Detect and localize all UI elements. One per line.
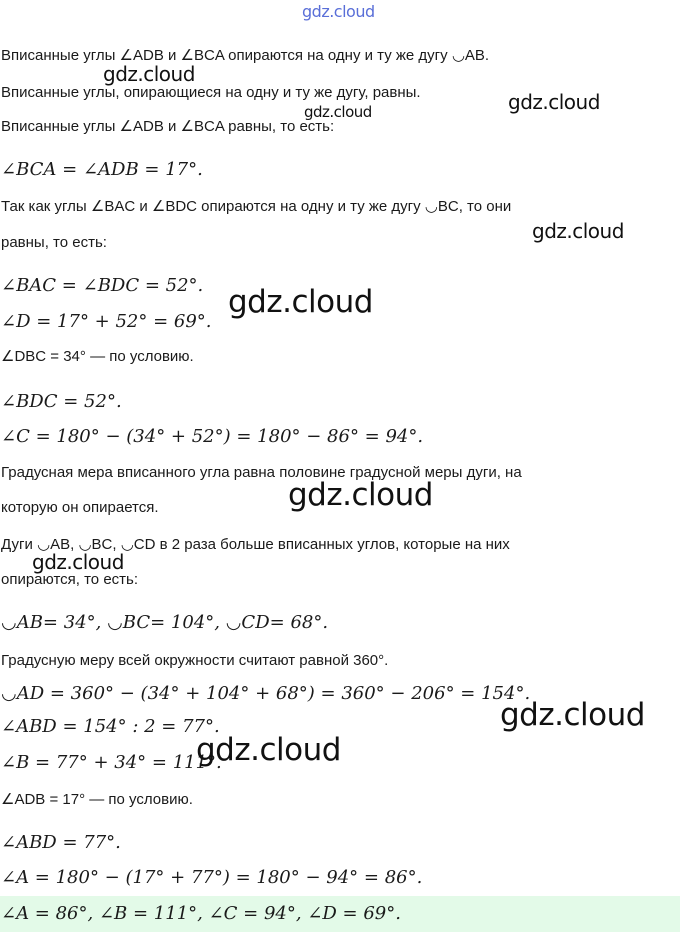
math-line: ∠BDC = 52°.	[1, 391, 122, 412]
text-line: ∠ADB = 17° — по условию.	[1, 791, 193, 808]
math-line: ∠BAC = ∠BDC = 52°.	[1, 275, 204, 296]
text-line: которую он опирается.	[1, 499, 159, 516]
text-line: Градусная мера вписанного угла равна половине градусной меры дуги, на	[1, 464, 522, 481]
watermark: gdz.cloud	[532, 219, 624, 243]
math-line: ∠ABD = 77°.	[1, 832, 121, 853]
math-line: ∠BCA = ∠ADB = 17°.	[1, 159, 203, 180]
header-watermark: gdz.cloud	[302, 2, 375, 21]
math-line: ◡AB= 34°, ◡BC= 104°, ◡CD= 68°.	[1, 612, 329, 633]
watermark: gdz.cloud	[196, 732, 341, 768]
watermark: gdz.cloud	[228, 284, 373, 320]
math-line: ◡AD = 360° − (34° + 104° + 68°) = 360° − 206° = 154°.	[1, 683, 531, 704]
text-line: Вписанные углы, опирающиеся на одну и ту же дугу, равны.	[1, 84, 421, 101]
math-line: ∠D = 17° + 52° = 69°.	[1, 311, 212, 332]
watermark: gdz.cloud	[32, 550, 124, 574]
text-line: Градусную меру всей окружности считают равной 360°.	[1, 652, 389, 669]
text-line: опираются, то есть:	[1, 571, 139, 588]
math-line: ∠ABD = 154° : 2 = 77°.	[1, 716, 220, 737]
watermark: gdz.cloud	[508, 90, 600, 114]
watermark: gdz.cloud	[304, 103, 372, 121]
watermark: gdz.cloud	[288, 477, 433, 513]
text-line: Так как углы ∠BAC и ∠BDC опираются на одну и ту же дугу ◡BC, то они	[1, 198, 512, 215]
text-line: Дуги ◡AB, ◡BC, ◡CD в 2 раза больше вписанных углов, которые на них	[1, 536, 510, 553]
watermark: gdz.cloud	[103, 62, 195, 86]
watermark: gdz.cloud	[500, 697, 645, 733]
math-line: ∠B = 77° + 34° = 111°.	[1, 752, 222, 773]
math-line: ∠C = 180° − (34° + 52°) = 180° − 86° = 94°.	[1, 426, 424, 447]
math-line: ∠A = 86°, ∠B = 111°, ∠C = 94°, ∠D = 69°.	[1, 903, 401, 924]
text-line: Вписанные углы ∠ADB и ∠BCA равны, то есть:	[1, 118, 335, 135]
text-line: Вписанные углы ∠ADB и ∠BCA опираются на одну и ту же дугу ◡AB.	[1, 47, 490, 64]
math-line: ∠A = 180° − (17° + 77°) = 180° − 94° = 86°.	[1, 867, 423, 888]
text-line: ∠DBC = 34° — по условию.	[1, 348, 194, 365]
text-line: равны, то есть:	[1, 234, 107, 251]
